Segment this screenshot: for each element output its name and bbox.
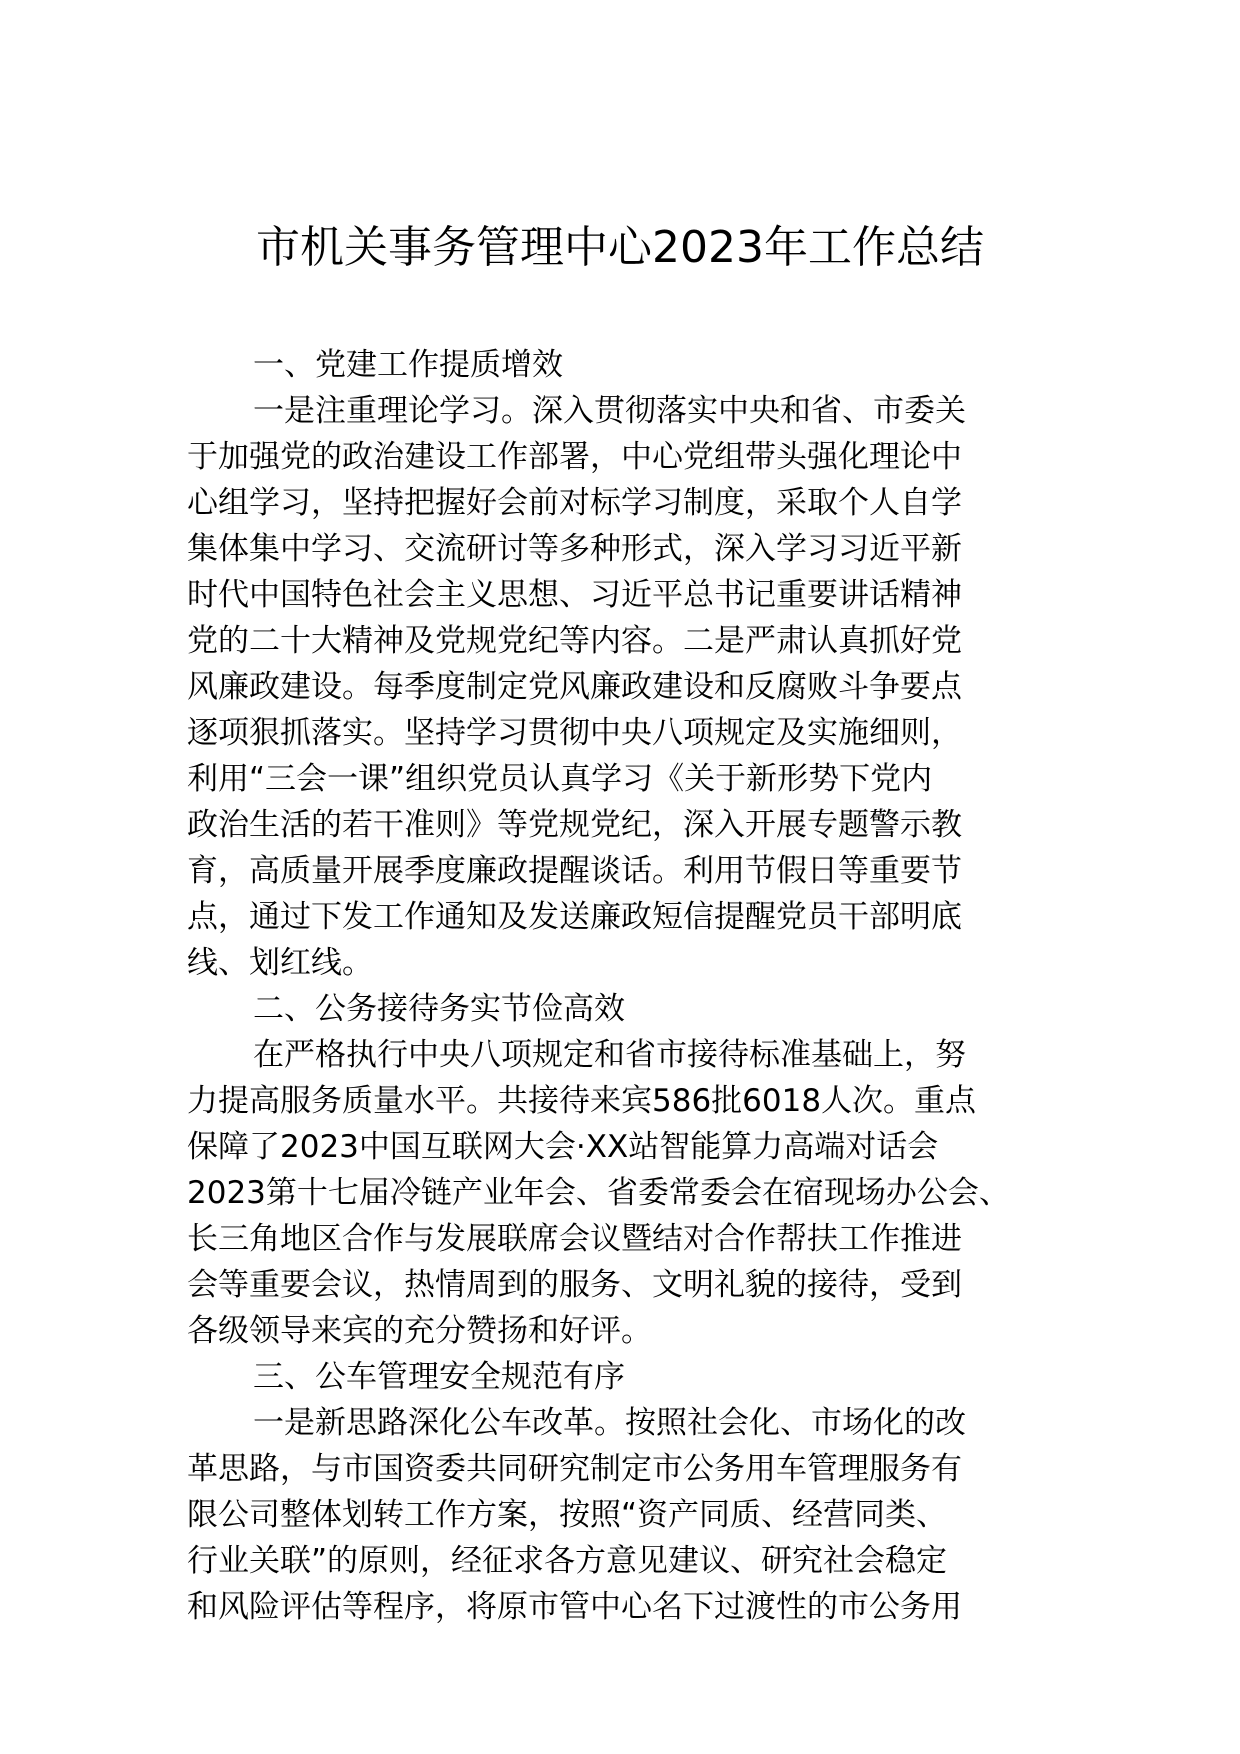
text-line: 一是新思路深化公车改革。按照社会化、市场化的改 bbox=[253, 1405, 966, 1441]
text-line: 力提高服务质量水平。共接待来宾586批6018人次。重点 bbox=[187, 1083, 977, 1119]
text-line: 行业关联”的原则，经征求各方意见建议、研究社会稳定 bbox=[187, 1543, 948, 1579]
text-line: 线、划红线。 bbox=[187, 945, 373, 981]
text-line: 各级领导来宾的充分赞扬和好评。 bbox=[187, 1313, 652, 1349]
text-line: 2023第十七届冷链产业年会、省委常委会在宿现场办公会、 bbox=[187, 1175, 1010, 1211]
text-line: 政治生活的若干准则》等党规党纪，深入开展专题警示教 bbox=[187, 807, 962, 843]
text-line: 心组学习，坚持把握好会前对标学习制度，采取个人自学 bbox=[187, 485, 962, 521]
text-line: 一是注重理论学习。深入贯彻落实中央和省、市委关 bbox=[253, 393, 966, 429]
text-line: 集体集中学习、交流研讨等多种形式，深入学习习近平新 bbox=[187, 531, 962, 567]
text-line: 革思路，与市国资委共同研究制定市公务用车管理服务有 bbox=[187, 1451, 962, 1487]
text-line: 利用“三会一课”组织党员认真学习《关于新形势下党内 bbox=[187, 761, 933, 797]
text-line: 点，通过下发工作通知及发送廉政短信提醒党员干部明底 bbox=[187, 899, 962, 935]
text-line: 于加强党的政治建设工作部署，中心党组带头强化理论中 bbox=[187, 439, 962, 475]
text-line: 逐项狠抓落实。坚持学习贯彻中央八项规定及实施细则， bbox=[187, 715, 962, 751]
text-line: 党的二十大精神及党规党纪等内容。二是严肃认真抓好党 bbox=[187, 623, 962, 659]
text-line: 风廉政建设。每季度制定党风廉政建设和反腐败斗争要点 bbox=[187, 669, 962, 705]
document-body bbox=[187, 342, 1053, 1630]
text-line: 会等重要会议，热情周到的服务、文明礼貌的接待，受到 bbox=[187, 1267, 962, 1303]
text-line: 三、公车管理安全规范有序 bbox=[253, 1359, 625, 1395]
text-line: 长三角地区合作与发展联席会议暨结对合作帮扶工作推进 bbox=[187, 1221, 962, 1257]
text-line: 一、党建工作提质增效 bbox=[253, 347, 563, 383]
text-line: 限公司整体划转工作方案，按照“资产同质、经营同类、 bbox=[187, 1497, 948, 1533]
text-line: 在严格执行中央八项规定和省市接待标准基础上，努 bbox=[253, 1037, 966, 1073]
text-line: 和风险评估等程序，将原市管中心名下过渡性的市公务用 bbox=[187, 1589, 962, 1625]
text-line: 时代中国特色社会主义思想、习近平总书记重要讲话精神 bbox=[187, 577, 962, 613]
document-title: 市机关事务管理中心2023年工作总结 bbox=[256, 222, 984, 273]
text-line: 育，高质量开展季度廉政提醒谈话。利用节假日等重要节 bbox=[187, 853, 962, 889]
text-line: 保障了2023中国互联网大会·XX站智能算力高端对话会 bbox=[187, 1129, 939, 1165]
text-line: 二、公务接待务实节俭高效 bbox=[253, 991, 625, 1027]
